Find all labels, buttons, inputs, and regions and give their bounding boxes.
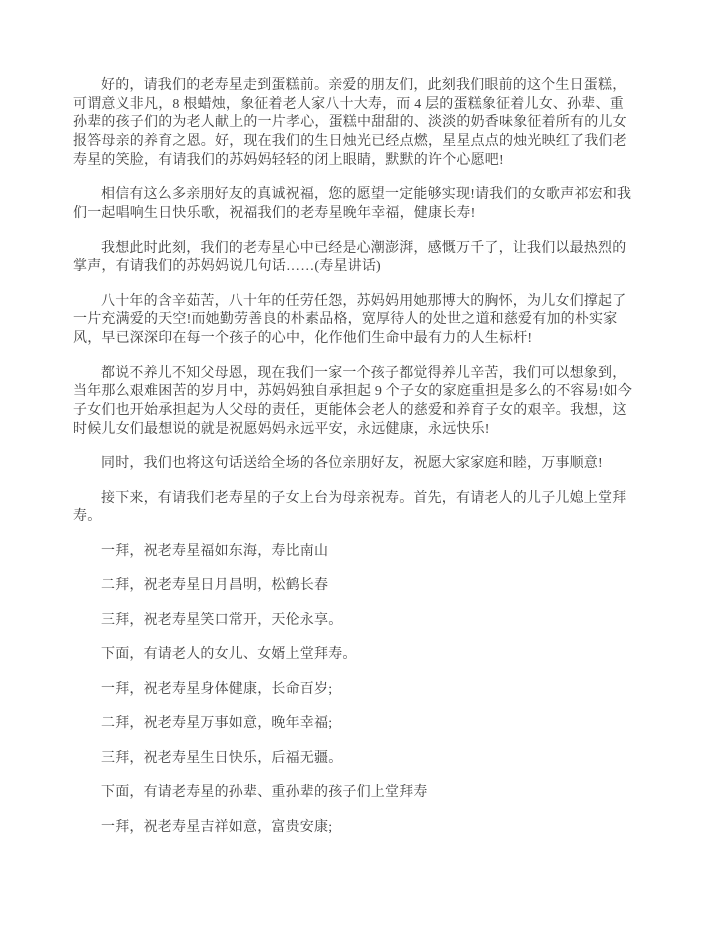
paragraph: 都说不养儿不知父母恩，现在我们一家一个孩子都觉得养儿辛苦，我们可以想象到，当年那么艰难困苦的岁月中，苏妈妈独自承担起 9 个子女的家庭重担是多么的不容易!如今子女们也开始承担起为人父母的责任，更能体会老人的慈爱和养育子女的艰辛。我想，这时候儿女们最想说的就是祝愿妈妈永远平安，永远健康，永远快乐! (73, 365, 633, 437)
paragraph: 八十年的含辛茹苦，八十年的任劳任怨，苏妈妈用她那博大的胸怀，为儿女们撑起了一片充满爱的天空!而她勤劳善良的朴素品格，宽厚待人的处世之道和慈爱有加的朴实家风，早已深深印在每一个孩子的心中，化作他们生命中最有力的人生标杆! (73, 293, 627, 347)
paragraph: 一拜，祝老寿星吉祥如意，富贵安康; (101, 819, 333, 835)
paragraph: 我想此时此刻，我们的老寿星心中已经是心潮澎湃，感慨万千了，让我们以最热烈的掌声，有请我们的苏妈妈说几句话……(寿星讲话) (73, 240, 627, 275)
paragraph: 二拜，祝老寿星日月昌明，松鹤长春 (101, 578, 329, 594)
paragraph: 下面，有请老寿星的孙辈、重孙辈的孩子们上堂拜寿 (101, 785, 428, 801)
paragraph: 相信有这么多亲朋好友的真诚祝福，您的愿望一定能够实现!请我们的女歌声祁宏和我们一起唱响生日快乐歌，祝福我们的老寿星晚年幸福，健康长寿! (73, 187, 632, 222)
paragraph: 下面，有请老人的女儿、女婿上堂拜寿。 (101, 647, 357, 663)
document-body (73, 77, 637, 838)
paragraph: 三拜，祝老寿星笑口常开，天伦永享。 (101, 612, 343, 628)
paragraph: 一拜，祝老寿星福如东海，寿比南山 (101, 543, 329, 559)
paragraph: 接下来，有请我们老寿星的子女上台为母亲祝寿。首先，有请老人的儿子儿媳上堂拜寿。 (73, 490, 627, 525)
paragraph: 同时，我们也将这句话送给全场的各位亲朋好友，祝愿大家家庭和睦，万事顺意! (101, 456, 603, 472)
paragraph: 二拜，祝老寿星万事如意，晚年幸福; (101, 716, 333, 732)
paragraph: 好的，请我们的老寿星走到蛋糕前。亲爱的朋友们，此刻我们眼前的这个生日蛋糕，可谓意义非凡，8 根蜡烛，象征着老人家八十大寿，而 4 层的蛋糕象征着儿女、孙辈、重孙辈的孩子们的为老人献上的一片孝心，蛋糕中甜甜的、淡淡的奶香味象征着所有的儿女报答母亲的养育之恩。好，现在我们的生日烛光已经点燃，星星点点的烛光映红了我们老寿星的笑脸，有请我们的苏妈妈轻轻的闭上眼睛，默默的许个心愿吧! (73, 78, 627, 168)
paragraph: 一拜，祝老寿星身体健康，长命百岁; (101, 681, 333, 697)
paragraph: 三拜，祝老寿星生日快乐，后福无疆。 (101, 750, 343, 766)
